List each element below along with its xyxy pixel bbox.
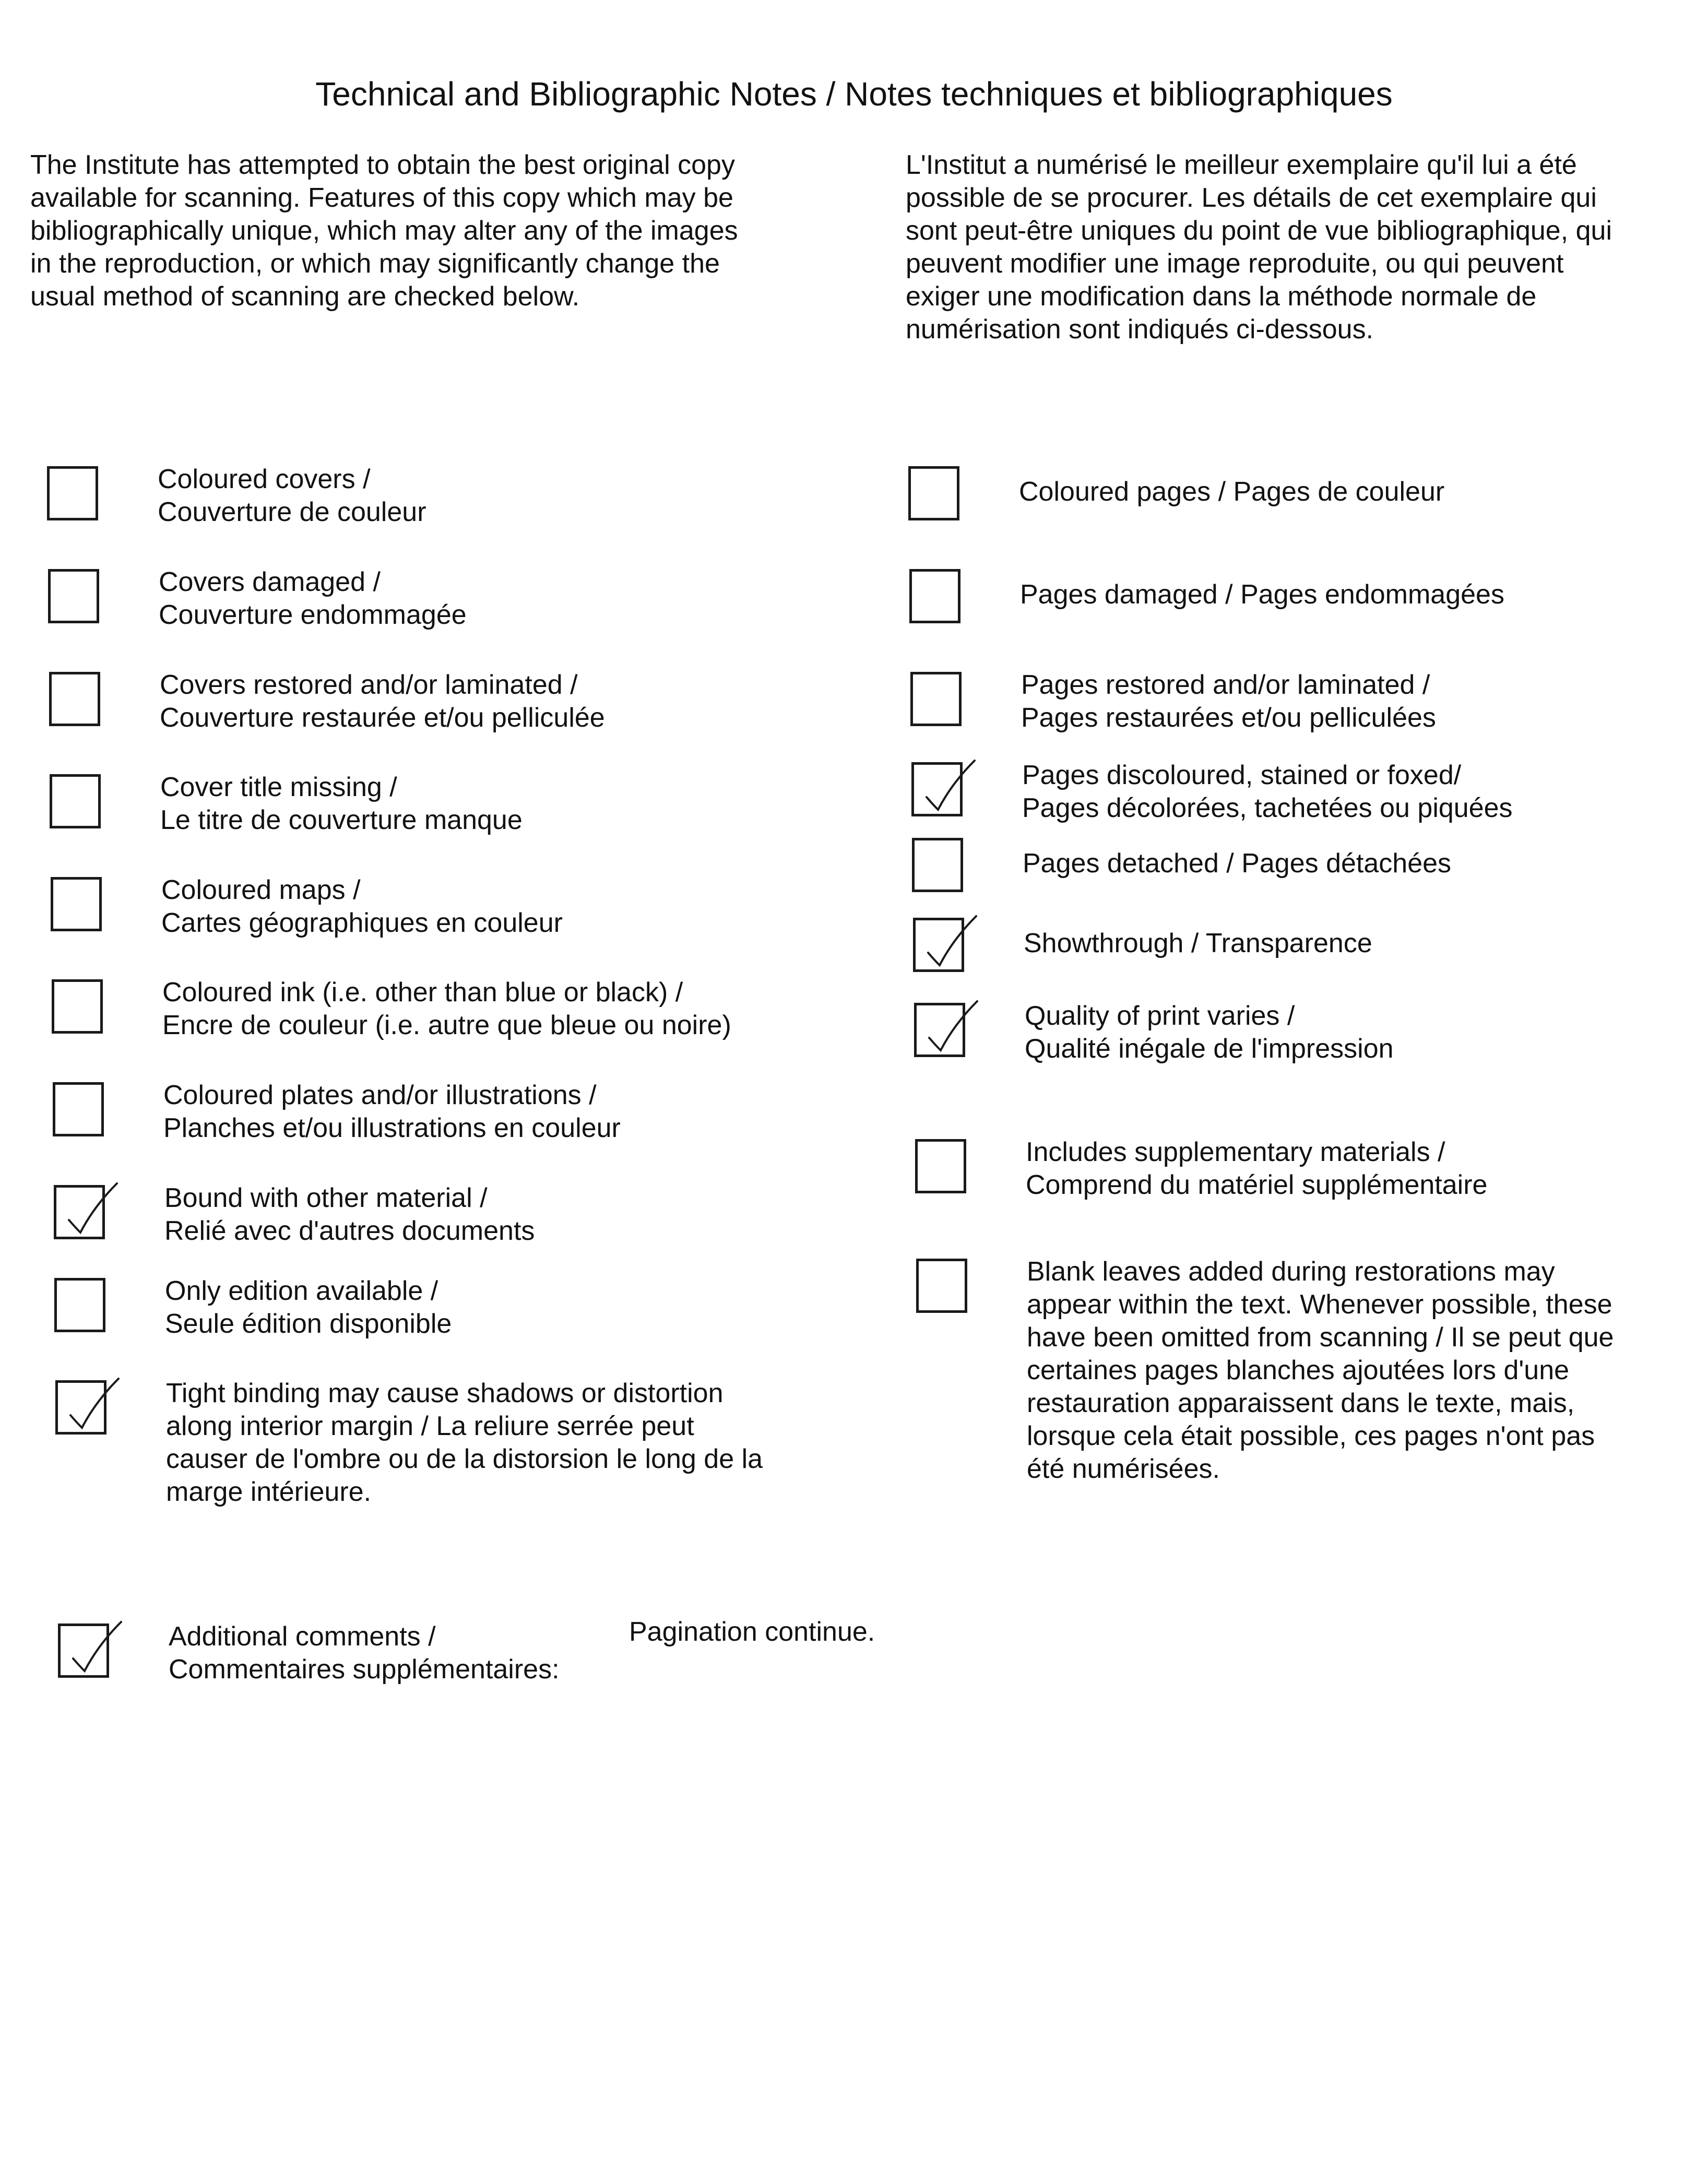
checkmark-icon bbox=[53, 1174, 121, 1242]
checklist-item-label: Coloured plates and/or illustrations / Planches et/ou illustrations en couleur bbox=[163, 1080, 621, 1143]
checkbox[interactable] bbox=[53, 1082, 104, 1136]
checkbox[interactable] bbox=[58, 1623, 109, 1678]
checkbox[interactable] bbox=[52, 979, 103, 1034]
intro-english: The Institute has attempted to obtain the best original copy available for scanning. Features of this copy which may be bibliographically unique, which may alter any of the images in the reproduction, or which may significantly change the usual method of scanning are checked below. bbox=[30, 150, 738, 312]
checkbox[interactable] bbox=[54, 1185, 105, 1239]
checklist-item-label: Tight binding may cause shadows or distortion along interior margin / La reliure serrée peut causer de l'ombre ou de la distorsion le long de la marge intérieure. bbox=[166, 1378, 763, 1507]
checklist-item-label: Blank leaves added during restorations may appear within the text. Whenever possible, these have been omitted from scanning / Il se peut que certaines pages blanches ajoutées lors d'une restauration apparaissent dans le texte, mais, lorsque cela était possible, ces pages n'ont pas été numérisées. bbox=[1027, 1257, 1614, 1484]
additional-comments-value: Pagination continue. bbox=[629, 1617, 875, 1647]
checkbox[interactable] bbox=[911, 762, 963, 816]
checklist-item-label: Covers restored and/or laminated / Couverture restaurée et/ou pelliculée bbox=[160, 670, 605, 733]
checkbox[interactable] bbox=[51, 877, 102, 931]
checkmark-icon bbox=[57, 1613, 125, 1680]
checklist-item-label: Pages detached / Pages détachées bbox=[1023, 848, 1452, 879]
checkbox[interactable] bbox=[913, 918, 964, 972]
page-title: Technical and Bibliographic Notes / Notes techniques et bibliographiques bbox=[315, 75, 1393, 113]
checklist-item-label: Coloured ink (i.e. other than blue or black) / Encre de couleur (i.e. autre que bleue ou noire) bbox=[162, 977, 731, 1040]
checklist-item-label: Quality of print varies / Qualité inégale de l'impression bbox=[1025, 1001, 1394, 1064]
checkbox[interactable] bbox=[48, 569, 99, 623]
checkbox[interactable] bbox=[49, 672, 100, 726]
checkbox[interactable] bbox=[47, 466, 98, 520]
checkbox[interactable] bbox=[54, 1278, 105, 1332]
checkmark-icon bbox=[55, 1369, 123, 1437]
checklist-item-label: Bound with other material / Relié avec d'autres documents bbox=[164, 1183, 535, 1246]
checklist-item-label: Only edition available / Seule édition disponible bbox=[165, 1276, 452, 1339]
checkbox[interactable] bbox=[55, 1380, 106, 1435]
checklist-item-label: Cover title missing / Le titre de couverture manque bbox=[160, 772, 523, 835]
checklist-item-label: Pages discoloured, stained or foxed/ Pages décolorées, tachetées ou piquées bbox=[1022, 760, 1513, 823]
intro-french: L'Institut a numérisé le meilleur exemplaire qu'il lui a été possible de se procurer. Les détails de cet exemplaire qui sont peut-être uniques du point de vue bibliographique, qui peuvent modifier une image reproduite, ou qui peuvent exiger une modification dans la méthode normale de numérisation sont indiqués ci-dessous. bbox=[906, 150, 1612, 345]
checkmark-icon bbox=[914, 992, 981, 1060]
checklist-item-label: Covers damaged / Couverture endommagée bbox=[159, 567, 467, 630]
checklist-item-label: Pages damaged / Pages endommagées bbox=[1020, 579, 1504, 610]
checklist-item-label: Coloured pages / Pages de couleur bbox=[1019, 477, 1445, 507]
checkmark-icon bbox=[911, 751, 979, 819]
checkbox[interactable] bbox=[50, 774, 101, 828]
checkbox[interactable] bbox=[914, 1003, 965, 1057]
checkbox[interactable] bbox=[908, 466, 959, 520]
checkbox[interactable] bbox=[912, 838, 963, 892]
checkbox[interactable] bbox=[916, 1259, 967, 1313]
checklist-item-label: Pages restored and/or laminated / Pages restaurées et/ou pelliculées bbox=[1021, 670, 1436, 733]
checkmark-icon bbox=[912, 907, 980, 975]
checkbox[interactable] bbox=[915, 1139, 966, 1193]
checklist-item-label: Coloured covers / Couverture de couleur bbox=[158, 464, 426, 527]
additional-comments-label: Additional comments / Commentaires supplémentaires: bbox=[169, 1621, 560, 1685]
checklist-item-label: Includes supplementary materials / Comprend du matériel supplémentaire bbox=[1026, 1137, 1488, 1200]
checklist-item-label: Coloured maps / Cartes géographiques en couleur bbox=[161, 875, 563, 938]
checkbox[interactable] bbox=[909, 569, 960, 623]
checklist-item-label: Showthrough / Transparence bbox=[1024, 928, 1372, 958]
checkbox[interactable] bbox=[910, 672, 962, 726]
